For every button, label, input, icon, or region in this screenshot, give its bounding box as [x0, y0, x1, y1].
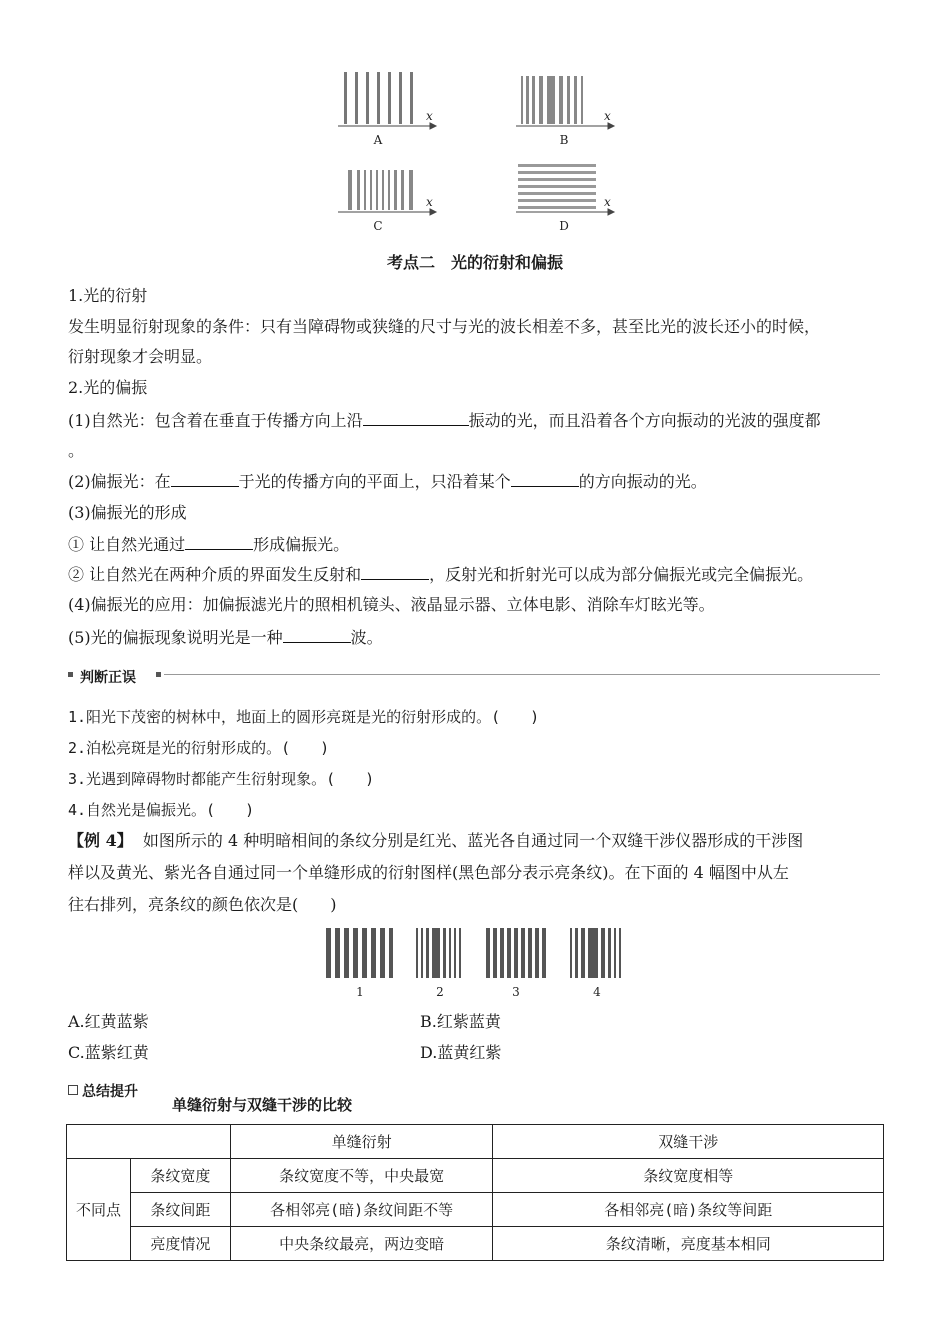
fig-label-c: C — [373, 219, 383, 233]
section-title: 考点二 光的衍射和偏振 — [386, 255, 563, 272]
table-cell-single: 中央条纹最亮，两边变暗 — [230, 1227, 493, 1261]
table-header-double-slit: 双缝干涉 — [493, 1125, 884, 1159]
comparison-table-title: 单缝衍射与双缝干涉的比较 — [172, 1097, 353, 1114]
table-row — [67, 1193, 884, 1227]
table-row — [67, 1159, 884, 1193]
judge-item-4: 4.自然光是偏振光。( ) — [68, 801, 255, 819]
example-pattern-2 — [416, 928, 461, 978]
heading-polarization: 2.光的偏振 — [68, 378, 148, 397]
summary-section-title: 总结提升 — [82, 1083, 138, 1099]
judge-section-title: 判断正误 — [80, 669, 136, 685]
answer-blank-2 — [171, 470, 239, 487]
table-row — [67, 1227, 884, 1261]
example-pattern-3 — [486, 928, 546, 978]
example-pattern-1 — [326, 928, 393, 978]
table-header-single-slit: 单缝衍射 — [230, 1125, 493, 1159]
judge-item-2: 2.泊松亮斑是光的衍射形成的。( ) — [68, 739, 330, 757]
table-row-item: 条纹宽度 — [130, 1159, 230, 1193]
option-a[interactable]: A.红黄蓝紫 — [68, 1012, 149, 1031]
example-pattern-4 — [570, 928, 621, 978]
formation-method-1 — [68, 533, 349, 556]
judge-item-1: 1.阳光下茂密的树林中，地面上的圆形亮斑是光的衍射形成的。( ) — [68, 708, 540, 726]
comparison-table — [66, 1124, 884, 1261]
polarized-light-text-c: 的方向振动的光。 — [578, 472, 707, 491]
judge-bullet-icon — [68, 672, 73, 677]
table-row-item: 亮度情况 — [130, 1227, 230, 1261]
option-d[interactable]: D.蓝黄红紫 — [420, 1043, 502, 1062]
natural-light-text-b: 振动的光，而且沿着各个方向振动的光波的强度都 — [468, 411, 821, 430]
axis-label-b: x — [604, 109, 611, 123]
fig-label-a: A — [373, 133, 383, 147]
table-cell-single: 各相邻亮(暗)条纹间距不等 — [230, 1193, 493, 1227]
heading-diffraction: 1.光的衍射 — [68, 286, 148, 305]
example-fig-label-2: 2 — [436, 985, 444, 999]
diffraction-condition-1: 发生明显衍射现象的条件：只有当障碍物或狭缝的尺寸与光的波长相差不多，甚至比光的波长还小的时候， — [68, 317, 821, 336]
polarized-light-text-b: 于光的传播方向的平面上，只沿着某个 — [238, 472, 511, 491]
option-b[interactable]: B.红紫蓝黄 — [420, 1012, 501, 1031]
table-cell-double: 各相邻亮(暗)条纹等间距 — [493, 1193, 884, 1227]
formation-method-1-text-b: 形成偏振光。 — [253, 535, 350, 554]
answer-blank-6 — [283, 626, 351, 643]
example-tag: 【例 4】 — [68, 831, 133, 850]
judge-divider — [164, 674, 880, 675]
axis-label-c: x — [426, 195, 433, 209]
polarization-conclusion-text-a: (5)光的偏振现象说明光是一种 — [68, 628, 283, 647]
table-row-item: 条纹间距 — [130, 1193, 230, 1227]
pattern-c — [348, 170, 413, 210]
natural-light-line — [68, 409, 821, 432]
table-cell-single: 条纹宽度不等，中央最宽 — [230, 1159, 493, 1193]
table-cell-double: 条纹宽度相等 — [493, 1159, 884, 1193]
example-line-3: 往右排列，亮条纹的颜色依次是( ) — [68, 895, 337, 914]
pattern-b — [521, 76, 583, 124]
table-group-label: 不同点 — [67, 1159, 131, 1261]
option-c[interactable]: C.蓝紫红黄 — [68, 1043, 149, 1062]
example-stripe-figure — [320, 924, 640, 1004]
polarized-light-text-a: (2)偏振光：在 — [68, 472, 171, 491]
example-fig-label-1: 1 — [356, 985, 364, 999]
table-cell-double: 条纹清晰，亮度基本相同 — [493, 1227, 884, 1261]
fig-label-b: B — [559, 133, 569, 147]
polarization-conclusion-text-b: 波。 — [350, 628, 383, 647]
formation-method-2-text-b: ，反射光和折射光可以成为部分偏振光或完全偏振光。 — [429, 565, 814, 584]
answer-blank-4 — [185, 533, 253, 550]
stripe-figure-abcd — [330, 62, 630, 242]
pattern-d — [518, 164, 596, 209]
polarization-conclusion — [68, 626, 383, 649]
fig-label-d: D — [559, 219, 569, 233]
summary-box-icon — [68, 1085, 78, 1095]
polarized-light-line — [68, 470, 707, 493]
example-fig-label-4: 4 — [593, 985, 601, 999]
formation-method-2-text-a: ② 让自然光在两种介质的界面发生反射和 — [68, 565, 362, 584]
table-header-empty — [67, 1125, 231, 1159]
example-line-2: 样以及黄光、紫光各自通过同一个单缝形成的衍射图样(黑色部分表示亮条纹)。在下面的 4 幅图中从左 — [68, 863, 789, 882]
table-header-row — [67, 1125, 884, 1159]
axis-label-a: x — [426, 109, 433, 123]
judge-divider-dot — [156, 672, 161, 677]
judge-item-3: 3.光遇到障碍物时都能产生衍射现象。( ) — [68, 770, 375, 788]
answer-blank-1 — [363, 409, 469, 426]
example-fig-label-3: 3 — [512, 985, 520, 999]
example-line-1 — [68, 830, 803, 852]
polarized-formation-heading: (3)偏振光的形成 — [68, 503, 187, 522]
diffraction-condition-2: 衍射现象才会明显。 — [68, 347, 213, 366]
formation-method-1-text-a: ① 让自然光通过 — [68, 535, 186, 554]
answer-blank-3 — [511, 470, 579, 487]
axis-label-d: x — [604, 195, 611, 209]
natural-light-text-a: (1)自然光：包含着在垂直于传播方向上沿 — [68, 411, 363, 430]
polarization-applications: (4)偏振光的应用：加偏振滤光片的照相机镜头、液晶显示器、立体电影、消除车灯眩光等。 — [68, 595, 715, 614]
pattern-a — [344, 72, 413, 124]
answer-blank-5 — [361, 563, 429, 580]
formation-method-2 — [68, 563, 813, 586]
example-text-1: 如图所示的 4 种明暗相间的条纹分别是红光、蓝光各自通过同一个双缝干涉仪器形成的干涉图 — [142, 831, 804, 850]
natural-light-end: 。 — [68, 441, 85, 460]
